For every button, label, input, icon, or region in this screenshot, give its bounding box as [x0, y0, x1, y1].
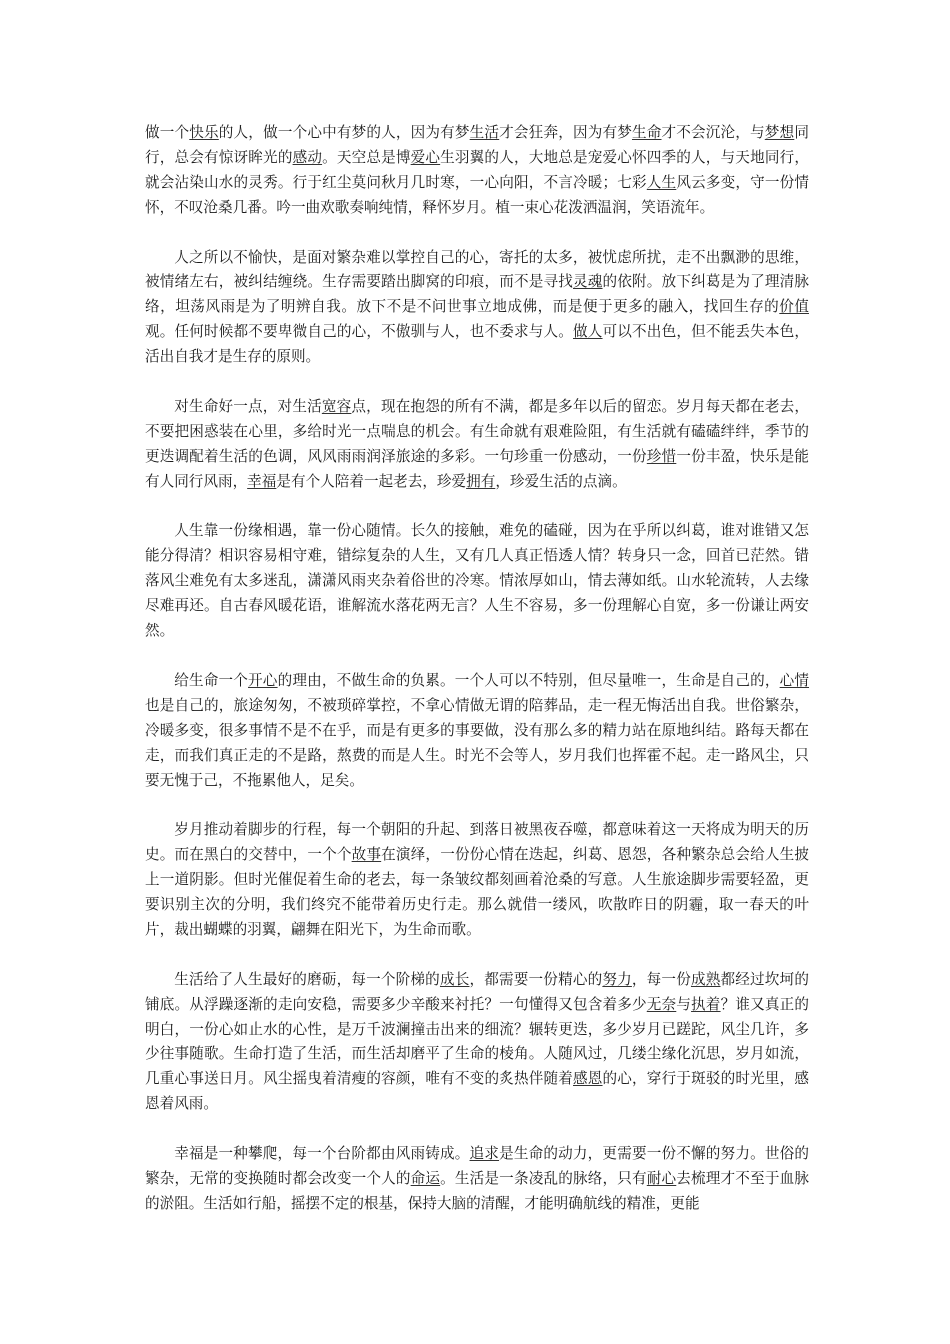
keyword-link[interactable]: 努力: [602, 970, 632, 988]
text-segment: 是生命的动力，更需要一份不懈的努力。世俗的繁杂，无常的变换随时都会改变一个人的: [145, 1145, 809, 1187]
text-segment: 才会狂奔，因为有梦: [499, 124, 632, 141]
keyword-link[interactable]: 人生: [646, 173, 677, 191]
text-segment: 的依附。放下纠葛是为了理清脉络，坦荡风雨是为了明辨自我。放下不是不问世事立地成佛，而是便于更多的融入，找回生存的: [145, 273, 809, 316]
keyword-link[interactable]: 梦想: [764, 124, 795, 141]
text-segment: 风云多变，守一份情怀，不叹沧桑几番。吟一曲欢歌奏响纯情，释怀岁月。植一束心花泼洒温润，笑语流年。: [145, 173, 809, 216]
text-segment: 人之所以不愉快，是面对繁杂难以掌控自己的心，寄托的太多，被忧虑所扰，走不出飘渺的思维，被情绪左右，被纠结缠绕。生存需要踏出脚窝的印痕，而不是寻找: [145, 248, 809, 291]
keyword-link[interactable]: 生命: [631, 124, 662, 141]
text-segment: 是有个人陪着一起老去，珍爱: [276, 472, 467, 490]
keyword-link[interactable]: 快乐: [189, 124, 219, 141]
keyword-link[interactable]: 命运: [410, 1169, 441, 1187]
paragraph-4: [145, 519, 809, 644]
keyword-link[interactable]: 生活: [469, 124, 500, 141]
text-segment: 幸福是一种攀爬，每一个台阶都由风雨铸成。: [174, 1145, 470, 1163]
keyword-link[interactable]: 拥有: [466, 472, 496, 490]
paragraph-8: [145, 1142, 809, 1217]
text-segment: 。生活是一条凌乱的脉络，只有: [440, 1169, 647, 1187]
keyword-link[interactable]: 感动: [292, 148, 323, 166]
text-segment: 人生靠一份缘相遇，靠一份心随情。长久的接触，难免的磕碰，因为在乎所以纠葛，谁对谁错又怎能分得清？相识容易相守难，错综复杂的人生，又有几人真正悟透人情？转身只一念，回首已茫然。错落风尘难免有太多迷乱，潇潇风雨夹杂着俗世的冷寒。情浓厚如山，情去薄如纸。山水轮流转，人去缘尽难再还。自古春风暖花语，谁解流水落花两无言？人生不容易，多一份理解心自宽，多一份谦让两安然。: [145, 522, 809, 640]
text-segment: 一份丰盈，快乐是能有人同行风雨，: [145, 447, 809, 490]
keyword-link[interactable]: 开心: [248, 671, 278, 689]
paragraph-2: [145, 246, 809, 371]
text-segment: 生活给了人生最好的磨砺，每一个阶梯的: [174, 970, 440, 988]
keyword-link[interactable]: 耐心: [646, 1169, 677, 1187]
text-segment: 的心，穿行于斑驳的时光里，感恩着风雨。: [145, 1070, 809, 1113]
keyword-link[interactable]: 灵魂: [573, 273, 603, 291]
keyword-link[interactable]: 故事: [351, 846, 382, 864]
text-segment: 给生命一个: [174, 671, 249, 689]
keyword-link[interactable]: 心情: [779, 671, 809, 689]
keyword-link[interactable]: 爱心: [410, 148, 441, 166]
text-segment: ，都需要一份精心的: [469, 970, 603, 988]
text-segment: 岁月推动着脚步的行程，每一个朝阳的升起、到落日被黑夜吞噬，都意味着这一天将成为明天的历史。而在黑白的交替中，一个个: [145, 821, 809, 864]
text-segment: 的理由，不做生命的负累。一个人可以不特别，但尽量唯一，生命是自己的，: [277, 671, 780, 689]
keyword-link[interactable]: 感恩: [573, 1070, 603, 1088]
text-segment: ，每一份: [631, 970, 691, 988]
text-segment: 都经过坎坷的铺底。从浮躁逐渐的走向安稳，需要多少辛酸来衬托？一句懂得又包含着多少: [145, 970, 809, 1013]
keyword-link[interactable]: 珍惜: [646, 447, 677, 465]
text-segment: 去梳理才不至于血脉的淤阻。生活如行船，摇摆不定的根基，保持大脑的清醒，才能明确航线的精准，更能: [145, 1169, 809, 1212]
keyword-link[interactable]: 幸福: [247, 472, 277, 490]
text-segment: ，珍爱生活的点滴。: [495, 472, 627, 490]
keyword-link[interactable]: 宽容: [321, 397, 352, 415]
text-segment: 可以不出色，但不能丢失本色，活出自我才是生存的原则。: [145, 323, 809, 366]
keyword-link[interactable]: 成熟: [690, 970, 721, 988]
keyword-link[interactable]: 执着: [691, 995, 721, 1013]
text-segment: 。天空总是博: [322, 148, 411, 166]
text-segment: 做一个: [145, 124, 190, 141]
text-segment: 观。任何时候都不要卑微自己的心，不傲驯与人，也不委求与人。: [145, 323, 573, 341]
text-segment: 与: [676, 995, 692, 1013]
text-segment: ？谁又真正的明白，一份心如止水的心性，是万千波澜撞击出来的细流？辗转更迭，多少岁月已蹉跎，风尘几许，多少往事随歌。生命打造了生活，而生活却磨平了生命的棱角。人随风过，几缕尘缘化沉思，岁月如流，几重心事送日月。风尘摇曳着清瘦的容颜，唯有不变的炙热伴随着: [145, 995, 809, 1088]
paragraph-3: [145, 395, 809, 495]
paragraph-5: [145, 669, 809, 794]
keyword-link[interactable]: 价值: [779, 298, 809, 316]
text-segment: 在演绎，一份份心情在迭起，纠葛、恩怨，各种繁杂总会给人生披上一道阴影。但时光催促着生命的老去，每一条皱纹都刻画着沧桑的写意。人生旅途脚步需要轻盈，更要识别主次的分明，我们终究不能带着历史行走。那么就借一缕风，吹散昨日的阴霾，取一春天的叶片，裁出蝴蝶的羽翼，翩舞在阳光下，为生命而歌。: [145, 846, 809, 938]
document-body: [145, 121, 809, 1242]
paragraph-1: [145, 121, 809, 221]
text-segment: 才不会沉沦，与: [661, 124, 765, 141]
keyword-link[interactable]: 做人: [573, 323, 603, 341]
text-segment: 也是自己的，旅途匆匆，不被琐碎掌控，不拿心情做无谓的陪葬品，走一程无悔活出自我。世俗繁杂，冷暖多变，很多事情不是不在乎，而是有更多的事要做，没有那么多的精力站在原地纠结。路每天都在走，而我们真正走的不是路，熬费的而是人生。时光不会等人，岁月我们也挥霍不起。走一路风尘，只要无愧于己，不拖累他人，足矣。: [145, 696, 809, 789]
keyword-link[interactable]: 无奈: [646, 995, 677, 1013]
text-segment: 对生命好一点，对生活: [174, 397, 322, 415]
text-segment: 生羽翼的人，大地总是宠爱心怀四季的人，与天地同行，就会沾染山水的灵秀。行于红尘莫问秋月几时寒，一心向阳，不言冷暖；七彩: [145, 148, 809, 191]
paragraph-6: [145, 818, 809, 943]
text-segment: 点，现在抱怨的所有不满，都是多年以后的留恋。岁月每天都在老去，不要把困惑装在心里，多给时光一点喘息的机会。有生命就有艰难险阻，有生活就有磕磕绊绊，季节的更迭调配着生活的色调，风风雨雨润泽旅途的多彩。一句珍重一份感动，一份: [145, 397, 809, 465]
text-segment: 的人，做一个心中有梦的人，因为有梦: [218, 124, 470, 141]
keyword-link[interactable]: 成长: [439, 970, 470, 988]
paragraph-7: [145, 968, 809, 1117]
keyword-link[interactable]: 追求: [469, 1145, 500, 1163]
text-segment: 同行，总会有惊讶眸光的: [145, 124, 809, 166]
